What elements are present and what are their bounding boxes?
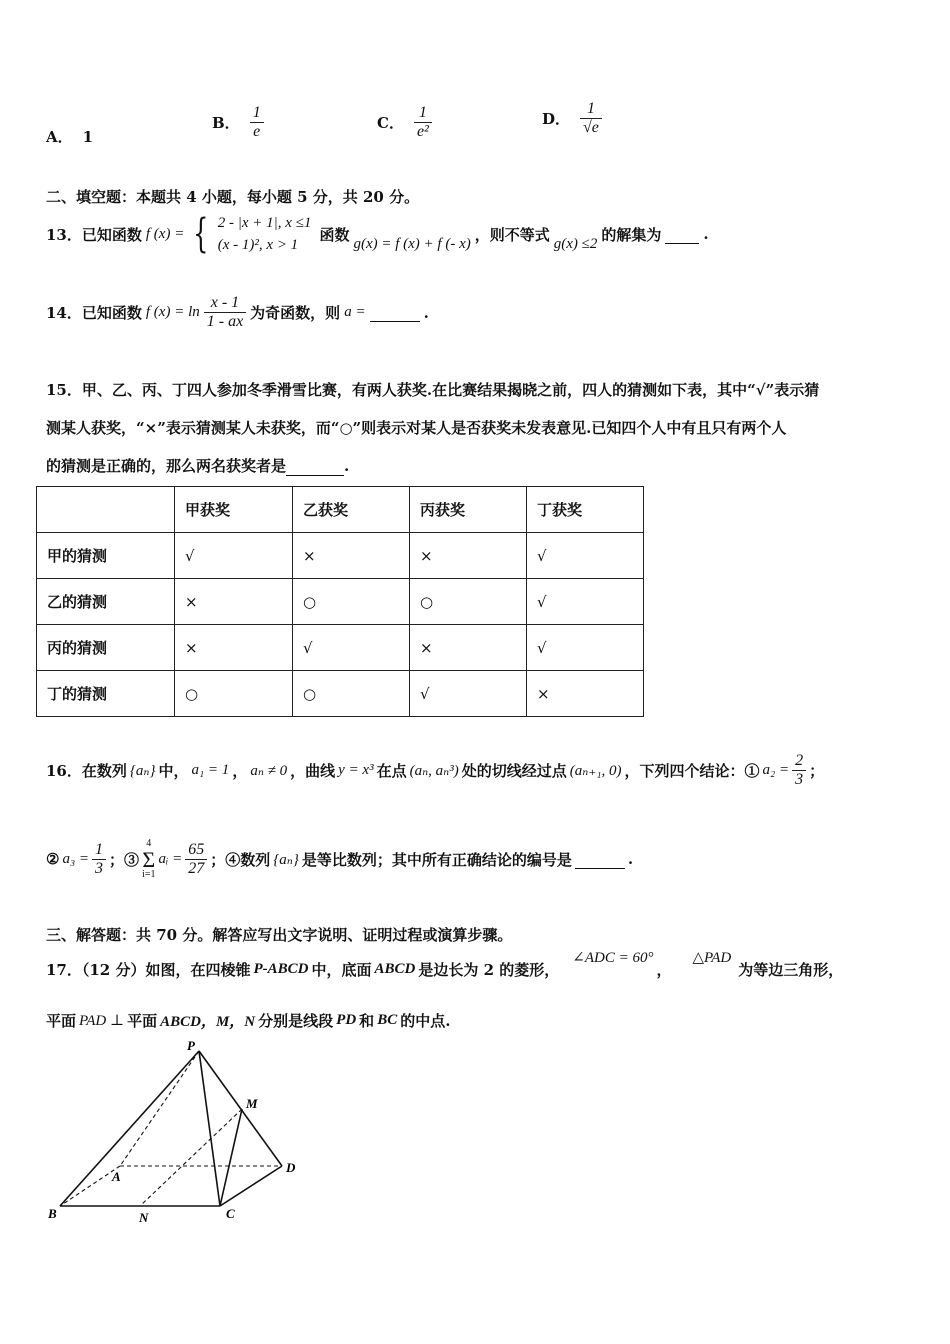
section3-title: 三、解答题：共 70 分。解答应写出文字说明、证明过程或演算步骤。 xyxy=(46,926,513,944)
option-a xyxy=(46,126,93,147)
label-b: B xyxy=(48,1206,57,1221)
question-15-line2: 测某人获奖，“×”表示猜测某人未获奖，而“○”则表示对某人是否获奖未发表意见.已知四个人中有且只有两个人 xyxy=(46,419,787,437)
question-17-line2: 平面 PAD ⊥ 平面 ABCD，M，N 分别是线段 PD 和 BC 的中点. xyxy=(46,1012,451,1030)
edge-mc xyxy=(220,1109,242,1206)
table-header: 乙获奖 xyxy=(293,487,410,533)
table-cell: ○ xyxy=(293,579,410,625)
option-a-value: 1 xyxy=(82,127,94,146)
q13-gx: g(x) = f (x) + f (- x) xyxy=(353,235,471,252)
option-c xyxy=(377,104,432,142)
section2-title: 二、填空题：本题共 4 小题，每小题 5 分，共 20 分。 xyxy=(46,188,420,206)
table-header: 丁获奖 xyxy=(527,487,644,533)
q13-fx: f (x) = xyxy=(145,225,185,242)
table-row xyxy=(37,671,644,717)
option-b-label: B． xyxy=(212,114,240,133)
q16-c1-fraction: $\frac{2}{3}$ xyxy=(792,752,806,790)
edge-pb xyxy=(60,1051,199,1206)
question-15-line1: 15．甲、乙、丙、丁四人参加冬季滑雪比赛，有两人获奖.在比赛结果揭晓之前，四人的猜测如下表，其中“√”表示猜 xyxy=(46,381,820,399)
table-row xyxy=(37,625,644,671)
label-a: A xyxy=(112,1169,121,1184)
table-cell: × xyxy=(527,671,644,717)
q13-answer-blank[interactable] xyxy=(665,225,699,244)
question-17-line1: 17．（12 分）如图，在四棱锥 P-ABCD 中，底面 ABCD 是边长为 2 的菱形， ∠ADC = 60° ， △PAD 为等边三角形， xyxy=(46,950,844,979)
table-cell: ○ xyxy=(410,579,527,625)
question-16-line1: 16．在数列 {aₙ} 中， a₁ = 1 ， aₙ ≠ 0 ，曲线 y = x³ 在点 (aₙ, aₙ³) 处的切线经过点 (aₙ₊₁, 0) ，下列四个结论：① a₂ = $\frac{2}{3}$ ； xyxy=(46,752,825,789)
label-c: C xyxy=(226,1206,235,1221)
table-row xyxy=(37,579,644,625)
table-cell: × xyxy=(293,533,410,579)
table-cell: 丁的猜测 xyxy=(37,671,175,717)
table-cell: √ xyxy=(527,625,644,671)
guess-table xyxy=(36,486,644,717)
q16-sum-symbol: 4 Σ i=1 xyxy=(142,838,156,881)
question-15-line3: 的猜测是正确的，那么两名获奖者是 . xyxy=(46,457,350,475)
table-header xyxy=(37,487,175,533)
label-d: D xyxy=(286,1160,296,1175)
question-13: 13．已知函数 f (x) = { 2 - |x + 1|, x ≤1 (x - 1)², x > 1 函数 g(x) = f (x) + f (- x) ，则不等式 g(x) ≤2 的解集为 . xyxy=(46,211,709,257)
table-cell: 丙的猜测 xyxy=(37,625,175,671)
question-16-line2: ② a₃ = $\frac{1}{3}$ ；③ 4 Σ i=1 aᵢ = $\frac{65}{27}$ ；④数列 {aₙ} 是等比数列；其中所有正确结论的编号是 . xyxy=(46,838,634,881)
edge-pc xyxy=(199,1051,220,1206)
label-m: M xyxy=(246,1096,258,1111)
q13-inequality: g(x) ≤2 xyxy=(553,235,598,252)
q14-answer-blank[interactable] xyxy=(370,303,420,322)
question-14: 14．已知函数 f (x) = ln $\frac{x - 1}{1 - ax}$ 为奇函数，则 a = . xyxy=(46,294,429,331)
option-d-label: D． xyxy=(542,110,571,129)
option-c-fraction: $\frac{1}{\text{e²}}$ xyxy=(414,104,432,142)
table-cell: ○ xyxy=(175,671,293,717)
table-cell: × xyxy=(175,625,293,671)
table-cell: 甲的猜测 xyxy=(37,533,175,579)
option-d xyxy=(542,100,602,138)
table-cell: × xyxy=(410,533,527,579)
option-b-fraction: $\frac{1}{e}$ xyxy=(250,104,264,142)
table-row xyxy=(37,533,644,579)
option-b xyxy=(212,104,264,142)
label-n: N xyxy=(139,1210,149,1225)
table-cell: √ xyxy=(175,533,293,579)
q13-brace: { xyxy=(193,211,209,257)
pyramid-figure xyxy=(40,1036,310,1236)
edge-mn xyxy=(140,1109,242,1206)
option-c-label: C． xyxy=(377,114,404,133)
edge-cd xyxy=(220,1166,282,1206)
q14-fx: f (x) = ln xyxy=(145,304,200,321)
table-header: 丙获奖 xyxy=(410,487,527,533)
table-cell: √ xyxy=(527,533,644,579)
table-cell: × xyxy=(410,625,527,671)
table-cell: 乙的猜测 xyxy=(37,579,175,625)
table-cell: ○ xyxy=(293,671,410,717)
table-cell: √ xyxy=(527,579,644,625)
edge-pa xyxy=(120,1051,199,1166)
q15-answer-blank[interactable] xyxy=(286,457,344,476)
q16-c3-fraction: $\frac{65}{27}$ xyxy=(185,841,207,879)
q16-c2-fraction: $\frac{1}{3}$ xyxy=(92,841,106,879)
table-header-row xyxy=(37,487,644,533)
table-cell: √ xyxy=(293,625,410,671)
table-cell: √ xyxy=(410,671,527,717)
option-d-fraction: $\frac{1}{√e}$ xyxy=(580,100,602,138)
label-p: P xyxy=(187,1038,195,1053)
q14-fraction: $\frac{x - 1}{1 - ax}$ xyxy=(204,294,246,332)
q16-answer-blank[interactable] xyxy=(575,850,625,869)
table-cell: × xyxy=(175,579,293,625)
q13-piecewise: 2 - |x + 1|, x ≤1 (x - 1)², x > 1 xyxy=(217,215,312,253)
table-header: 甲获奖 xyxy=(175,487,293,533)
option-a-label: A． xyxy=(46,128,73,146)
